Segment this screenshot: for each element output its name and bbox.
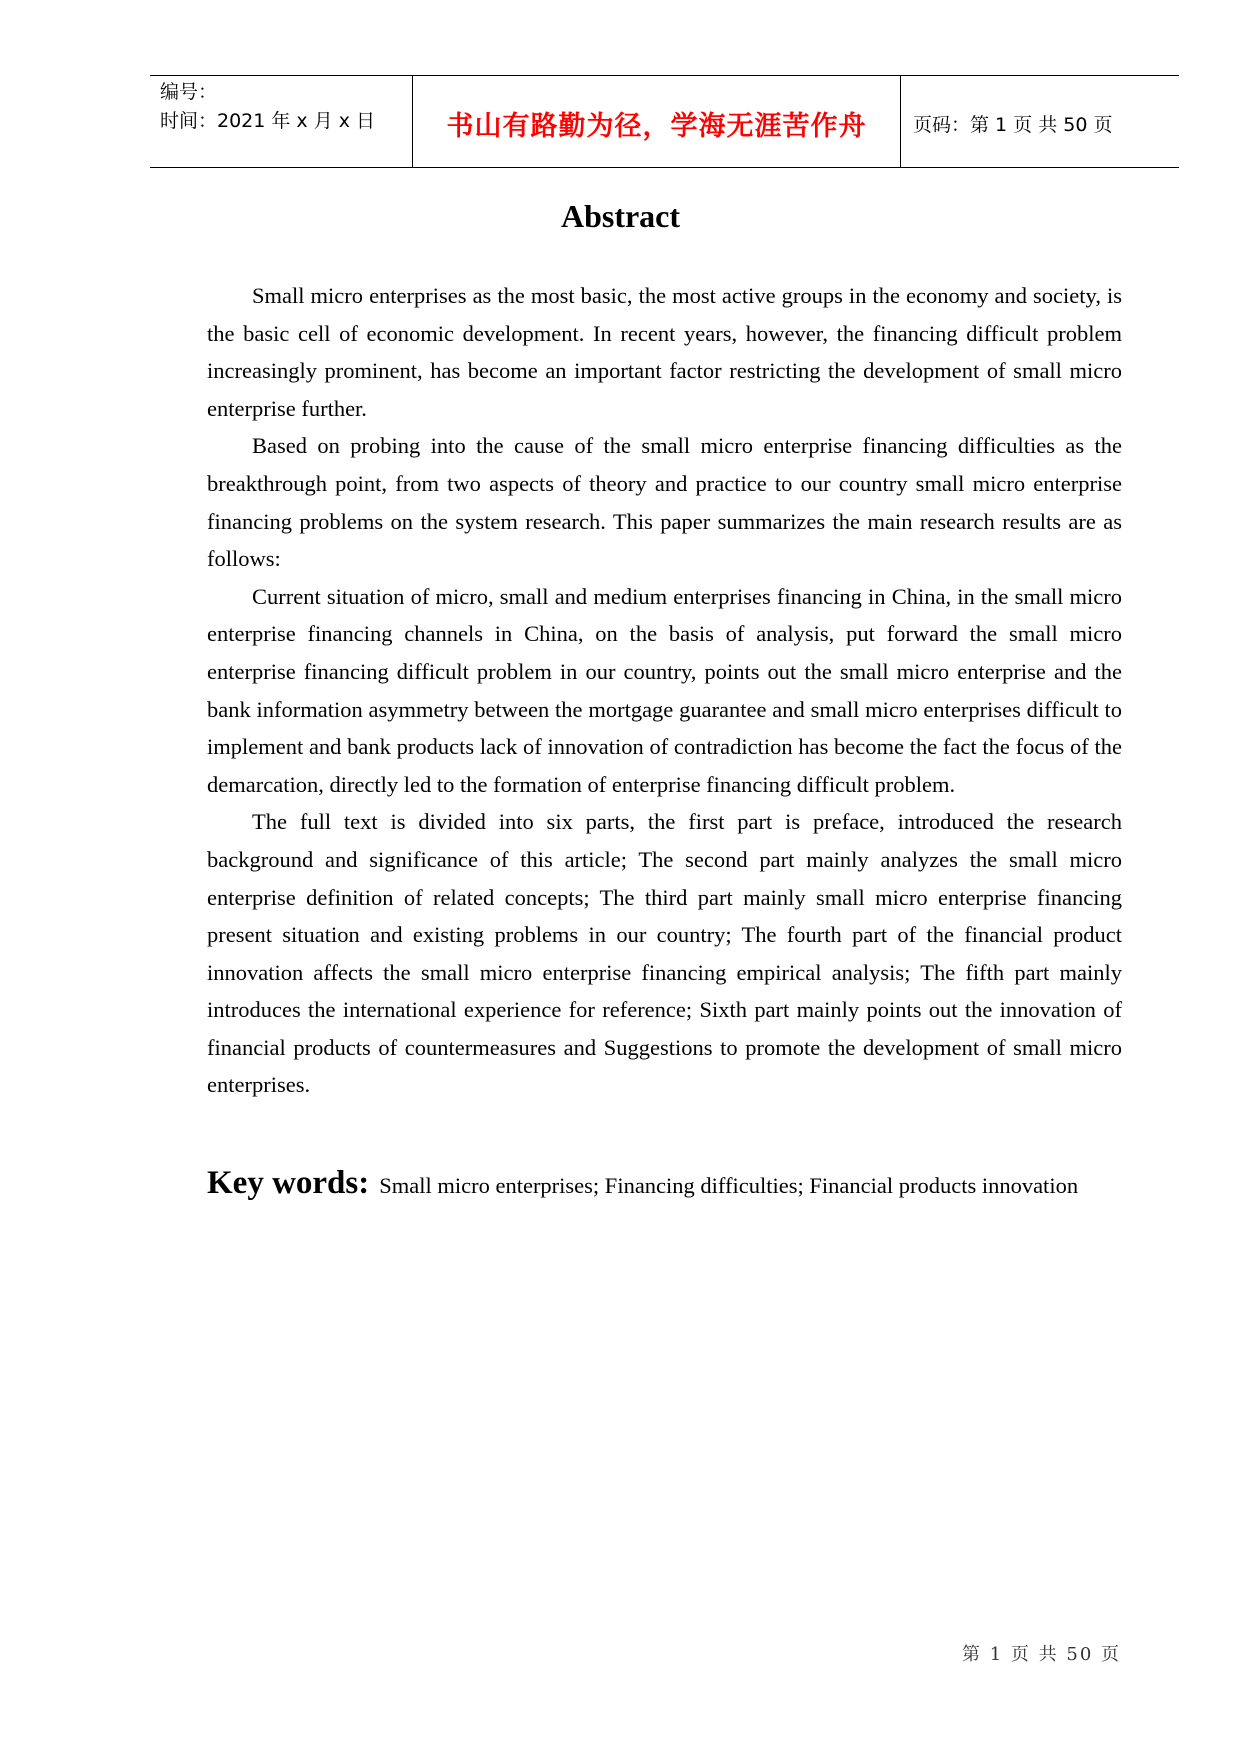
- keywords-label: Key words:: [207, 1165, 370, 1201]
- serial-number-label: 编号：: [160, 81, 218, 103]
- date-label: 时间：2021 年 x 月 x 日: [160, 110, 376, 132]
- abstract-body: [207, 277, 1122, 1104]
- footer-page-number: 第 1 页 共 50 页: [962, 1644, 1121, 1665]
- header-meta-cell: [150, 76, 413, 167]
- paragraph: Small micro enterprises as the most basic, the most active groups in the economy and society, is the basic cell of economic development. In recent years, however, the financing difficult problem increasingly prominent, has become an important factor restricting the development of small micro enterprise further.: [207, 283, 1122, 421]
- paragraph: Based on probing into the cause of the small micro enterprise financing difficulties as the breakthrough point, from two aspects of theory and practice to our country small micro enterprise financing problems on the system research. This paper summarizes the main research results are as follows:: [207, 433, 1122, 572]
- page-title: Abstract: [560, 198, 681, 234]
- header-page-cell: [901, 76, 1179, 167]
- header-motto-cell: [413, 76, 901, 167]
- paragraph: The full text is divided into six parts, the first part is preface, introduced the research background and significance of this article; The second part mainly analyzes the small micro enterprise definition of related concepts; The third part mainly small micro enterprise financing present situation and existing problems in our country; The fourth part of the financial product innovation affects the small micro enterprise financing empirical analysis; The fifth part mainly introduces the international experience for reference; Sixth part mainly points out the innovation of financial products of countermeasures and Suggestions to promote the development of small micro enterprises.: [207, 809, 1122, 1098]
- keywords-section: [207, 1165, 1122, 1205]
- header-page-info: 页码：第 1 页 共 50 页: [913, 114, 1113, 136]
- motto-text: 书山有路勤为径，学海无涯苦作舟: [446, 111, 867, 142]
- keywords-text: Small micro enterprises; Financing difficulties; Financial products innovation: [379, 1173, 1079, 1198]
- header-table: [150, 75, 1179, 168]
- paragraph: Current situation of micro, small and medium enterprises financing in China, in the small micro enterprise financing channels in China, on the basis of analysis, put forward the small micro enterprise financing difficult problem in our country, points out the small micro enterprise and the bank information asymmetry between the mortgage guarantee and small micro enterprises difficult to implement and bank products lack of innovation of contradiction has become the fact the focus of the demarcation, directly led to the formation of enterprise financing difficult problem.: [207, 583, 1122, 797]
